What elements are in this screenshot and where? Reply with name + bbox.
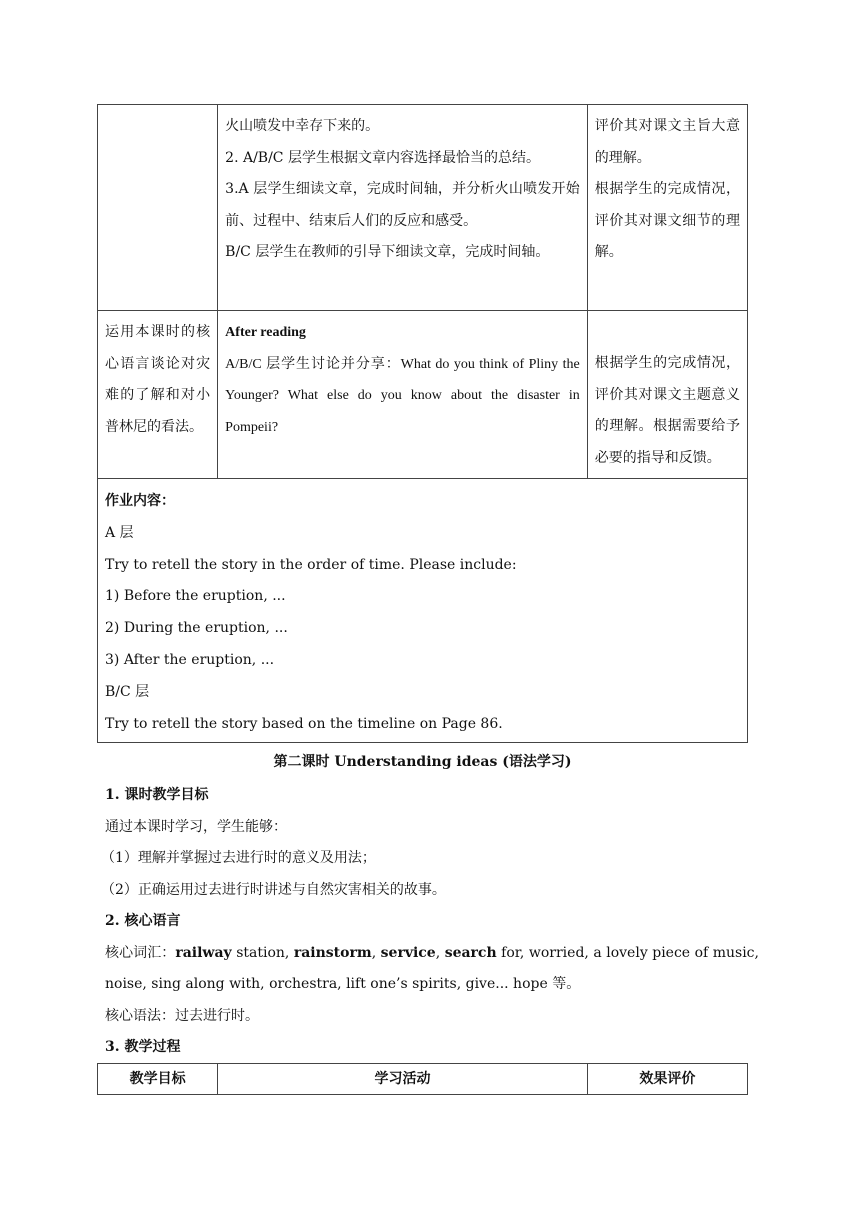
- core-vocabulary: [105, 938, 759, 1001]
- homework-line: 2) During the eruption, ...: [105, 620, 288, 637]
- activity-line: 3.A 层学生细读文章，完成时间轴，并分析火山喷发开始前、过程中、结束后人们的反应和感受。: [225, 181, 580, 229]
- header-evaluation: 效果评价: [587, 1064, 747, 1095]
- header-activity: 学习活动: [218, 1064, 588, 1095]
- goal-text: 运用本课时的核心语言谈论对灾难的了解和对小普林尼的看法。: [105, 324, 211, 435]
- activity-cell: [218, 105, 588, 311]
- table-header-row: [98, 1064, 748, 1095]
- vocab-text: for, worried, a lovely piece of music, noise, sing along with, orchestra, lift one’s spirits, give... hope 等。: [105, 944, 759, 992]
- vocab-bold-word: service: [380, 944, 436, 961]
- goal-cell: [98, 311, 218, 479]
- table-row: [98, 311, 748, 479]
- goal-cell: [98, 105, 218, 311]
- core-grammar: 核心语法：过去进行时。: [105, 1007, 259, 1024]
- intro-text: 通过本课时学习，学生能够：: [105, 818, 287, 835]
- activity-line: 火山喷发中幸存下来的。: [225, 118, 380, 134]
- homework-line: 3) After the eruption, ...: [105, 651, 275, 668]
- activity-cell: [218, 311, 588, 479]
- homework-line: Try to retell the story in the order of time. Please include:: [105, 556, 517, 573]
- evaluation-text: 根据学生的完成情况，评价其对课文主题意义的理解。根据需要给予必要的指导和反馈。: [594, 355, 740, 466]
- vocab-text: station,: [231, 944, 294, 961]
- goal-item: （2）正确运用过去进行时讲述与自然灾害相关的故事。: [101, 881, 446, 898]
- homework-line: Try to retell the story based on the timeline on Page 86.: [105, 715, 503, 732]
- vocab-bold-word: rainstorm: [293, 944, 372, 961]
- evaluation-line: 根据学生的完成情况，评价其对课文细节的理解。: [594, 181, 740, 260]
- homework-row: [98, 479, 748, 743]
- vocab-text: ,: [435, 944, 445, 961]
- lesson-plan-table: [97, 104, 748, 743]
- evaluation-cell: [587, 105, 747, 311]
- heading-goals: 1. 课时教学目标: [105, 787, 209, 803]
- table-row: [98, 105, 748, 311]
- header-goal: 教学目标: [98, 1064, 218, 1095]
- heading-core-language: 2. 核心语言: [105, 913, 181, 929]
- homework-line: A 层: [105, 524, 134, 541]
- vocab-label: 核心词汇：: [105, 944, 176, 961]
- section-title: 第二课时 Understanding ideas (语法学习): [273, 754, 572, 770]
- vocab-text: ,: [371, 944, 381, 961]
- section-body: [101, 780, 765, 1064]
- activity-line: B/C 层学生在教师的引导下细读文章，完成时间轴。: [225, 244, 550, 260]
- after-reading-title: After reading: [225, 325, 306, 340]
- heading-teaching-process: 3. 教学过程: [105, 1039, 181, 1055]
- homework-line: B/C 层: [105, 683, 150, 700]
- vocab-bold-word: search: [444, 944, 497, 961]
- teaching-process-table: [97, 1063, 748, 1095]
- evaluation-cell: [587, 311, 747, 479]
- homework-title: 作业内容：: [105, 493, 175, 509]
- goal-item: （1）理解并掌握过去进行时的意义及用法；: [101, 850, 376, 866]
- activity-line: 2. A/B/C 层学生根据文章内容选择最恰当的总结。: [225, 149, 540, 166]
- vocab-bold-word: railway: [175, 944, 232, 961]
- homework-cell: [98, 479, 748, 743]
- homework-line: 1) Before the eruption, ...: [105, 588, 286, 605]
- evaluation-line: 评价其对课文主旨大意的理解。: [594, 118, 740, 166]
- activity-text: A/B/C 层学生讨论并分享：What do you think of Pliny the Younger? What else do you know about the disaster in Pompeii?: [225, 356, 580, 435]
